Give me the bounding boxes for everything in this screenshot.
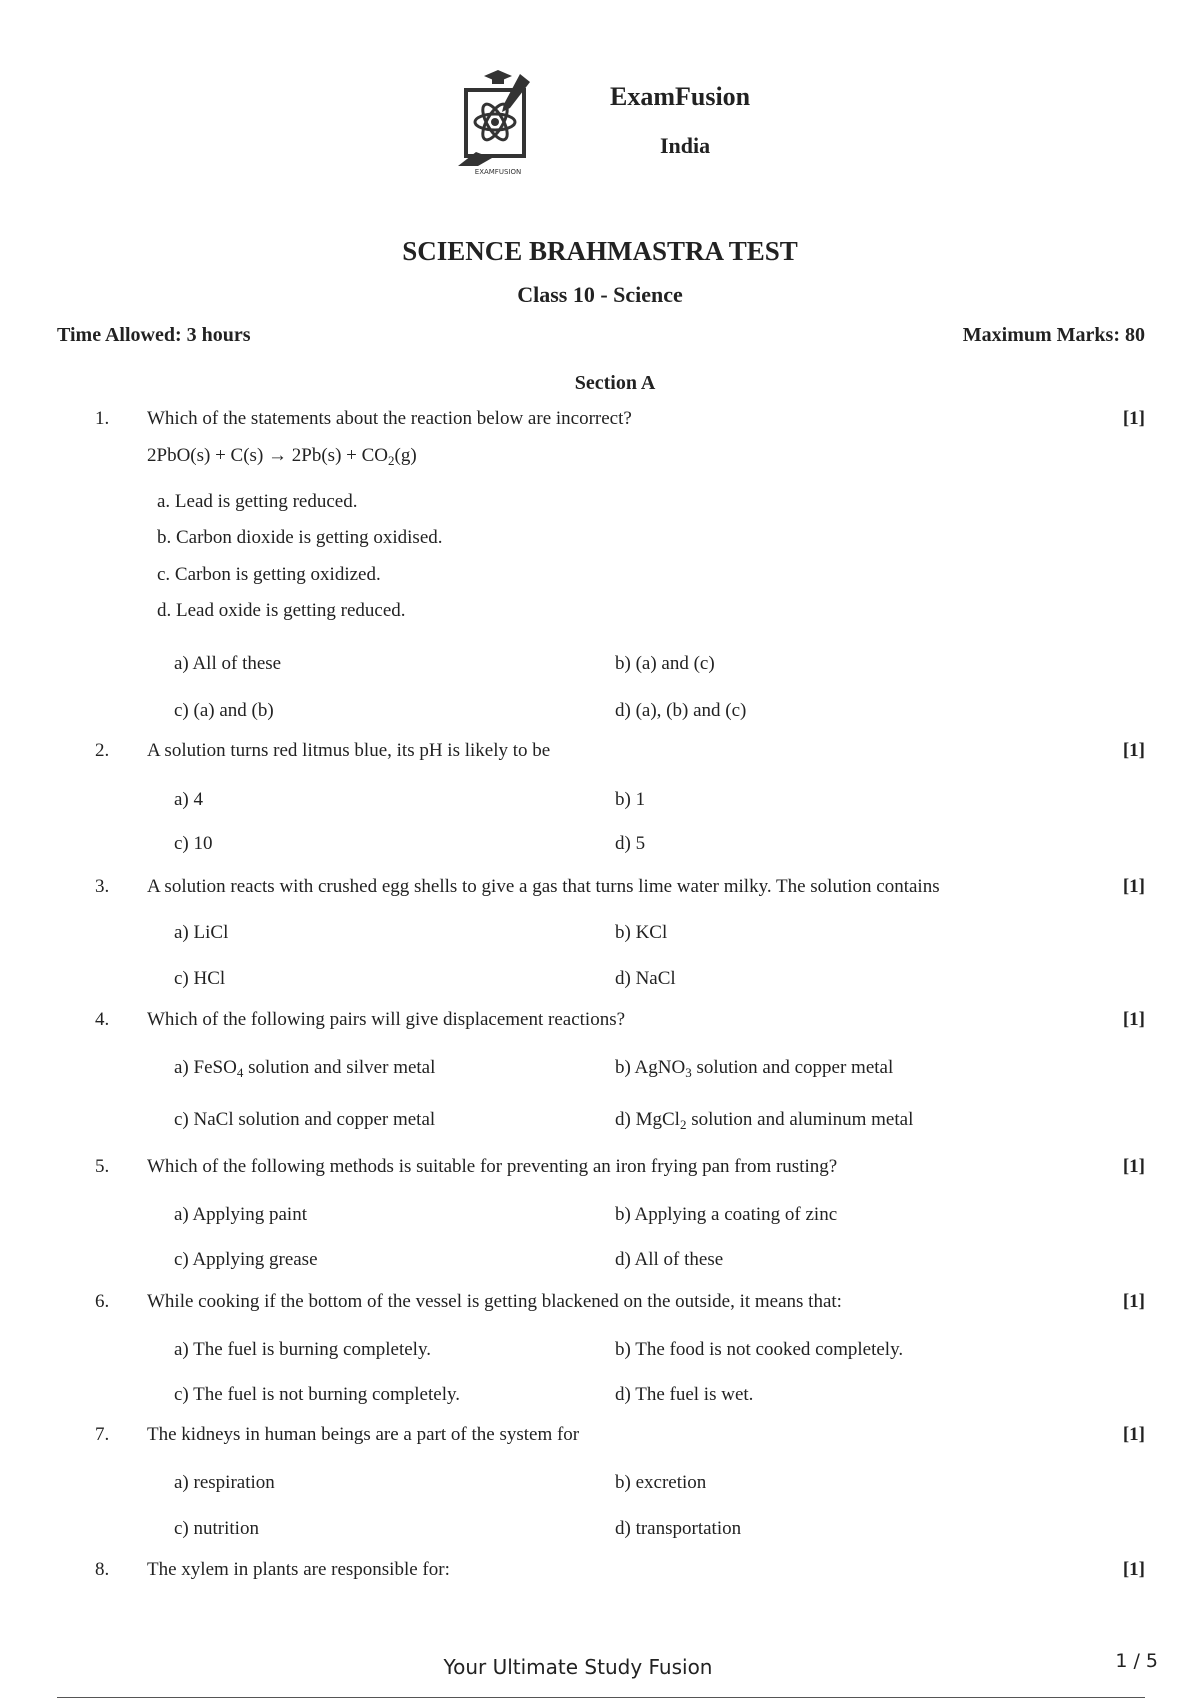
question-number: 7. xyxy=(95,1424,110,1445)
option-d xyxy=(615,1109,913,1131)
svg-text:EXAMFUSION: EXAMFUSION xyxy=(474,168,522,176)
option-b: b) 1 xyxy=(615,789,646,810)
question-marks: [1] xyxy=(1122,1559,1145,1580)
equation-rhs: 2Pb(s) + CO xyxy=(291,445,389,466)
option-a xyxy=(174,1057,435,1079)
org-name: ExamFusion xyxy=(610,82,751,111)
option-text: solution and aluminum metal xyxy=(686,1109,914,1130)
option-subscript: 2 xyxy=(679,1117,687,1132)
option-text: c) NaCl solution and copper metal xyxy=(174,1109,436,1130)
footer-tagline: Your Ultimate Study Fusion xyxy=(443,1655,713,1679)
option-d: d) The fuel is wet. xyxy=(615,1384,754,1405)
option-c: c) 10 xyxy=(174,833,213,854)
question-text: A solution reacts with crushed egg shells to give a gas that turns lime water milky. The solution contains xyxy=(147,876,940,897)
option-text: b) AgNO xyxy=(615,1057,686,1078)
option-d: d) transportation xyxy=(615,1518,742,1539)
option-b xyxy=(615,1057,893,1079)
option-c: c) (a) and (b) xyxy=(174,700,274,721)
equation-lhs: 2PbO(s) + C(s) xyxy=(147,445,264,466)
option-subscript: 4 xyxy=(236,1065,244,1080)
question-number: 5. xyxy=(95,1156,110,1177)
option-subscript: 3 xyxy=(685,1065,692,1080)
question-text: While cooking if the bottom of the vessel is getting blackened on the outside, it means that: xyxy=(147,1291,842,1312)
option-d: d) 5 xyxy=(615,833,646,854)
option-c: c) nutrition xyxy=(174,1518,259,1539)
option-a: a) LiCl xyxy=(174,922,229,943)
option-d: d) NaCl xyxy=(615,968,676,989)
option-b: b) Applying a coating of zinc xyxy=(615,1204,838,1225)
question-marks: [1] xyxy=(1122,876,1145,897)
question-marks: [1] xyxy=(1122,740,1145,761)
question-text: Which of the statements about the reaction below are incorrect? xyxy=(147,408,632,429)
statement-item: c. Carbon is getting oxidized. xyxy=(157,564,381,585)
time-allowed: Time Allowed: 3 hours xyxy=(57,324,251,346)
question-marks: [1] xyxy=(1122,1424,1145,1445)
option-a: a) Applying paint xyxy=(174,1204,307,1225)
option-text: d) MgCl xyxy=(615,1109,680,1130)
equation-arrow: → xyxy=(268,445,288,466)
option-c: c) The fuel is not burning completely. xyxy=(174,1384,460,1405)
question-marks: [1] xyxy=(1122,408,1145,429)
org-country: India xyxy=(660,133,711,158)
option-b: b) (a) and (c) xyxy=(615,653,715,674)
option-text: solution and silver metal xyxy=(243,1057,436,1078)
statement-item: a. Lead is getting reduced. xyxy=(157,491,358,512)
question-marks: [1] xyxy=(1122,1156,1145,1177)
option-text: solution and copper metal xyxy=(691,1057,894,1078)
question-number: 3. xyxy=(95,876,110,897)
section-title: Section A xyxy=(574,372,656,394)
question-number: 2. xyxy=(95,740,110,761)
test-title: SCIENCE BRAHMASTRA TEST xyxy=(402,236,798,266)
option-c: c) Applying grease xyxy=(174,1249,318,1270)
equation-subscript: 2 xyxy=(388,453,395,468)
option-c xyxy=(174,1109,435,1131)
equation-rhs-state: (g) xyxy=(394,445,417,466)
option-a: a) 4 xyxy=(174,789,204,810)
statement-item: d. Lead oxide is getting reduced. xyxy=(157,600,406,621)
option-a: a) The fuel is burning completely. xyxy=(174,1339,431,1360)
question-text: Which of the following pairs will give displacement reactions? xyxy=(147,1009,626,1030)
chemical-equation xyxy=(147,445,417,467)
question-number: 8. xyxy=(95,1559,110,1580)
footer-divider xyxy=(57,1697,1145,1698)
option-text: a) FeSO xyxy=(174,1057,237,1078)
examfusion-logo xyxy=(448,66,548,180)
option-b: b) excretion xyxy=(615,1472,707,1493)
question-text: A solution turns red litmus blue, its pH is likely to be xyxy=(147,740,551,761)
option-b: b) The food is not cooked completely. xyxy=(615,1339,904,1360)
question-marks: [1] xyxy=(1122,1009,1145,1030)
question-number: 4. xyxy=(95,1009,110,1030)
question-number: 1. xyxy=(95,408,110,429)
statement-item: b. Carbon dioxide is getting oxidised. xyxy=(157,527,443,548)
class-subject: Class 10 - Science xyxy=(517,282,683,307)
option-a: a) All of these xyxy=(174,653,282,674)
option-d: d) (a), (b) and (c) xyxy=(615,700,747,721)
option-c: c) HCl xyxy=(174,968,226,989)
maximum-marks: Maximum Marks: 80 xyxy=(962,324,1145,346)
option-a: a) respiration xyxy=(174,1472,275,1493)
question-marks: [1] xyxy=(1122,1291,1145,1312)
option-d: d) All of these xyxy=(615,1249,724,1270)
question-text: The xylem in plants are responsible for: xyxy=(147,1559,450,1580)
question-number: 6. xyxy=(95,1291,110,1312)
question-text: Which of the following methods is suitable for preventing an iron frying pan from rusting? xyxy=(147,1156,838,1177)
page-number: 1 / 5 xyxy=(1115,1650,1158,1672)
question-text: The kidneys in human beings are a part of the system for xyxy=(147,1424,580,1445)
option-b: b) KCl xyxy=(615,922,668,943)
